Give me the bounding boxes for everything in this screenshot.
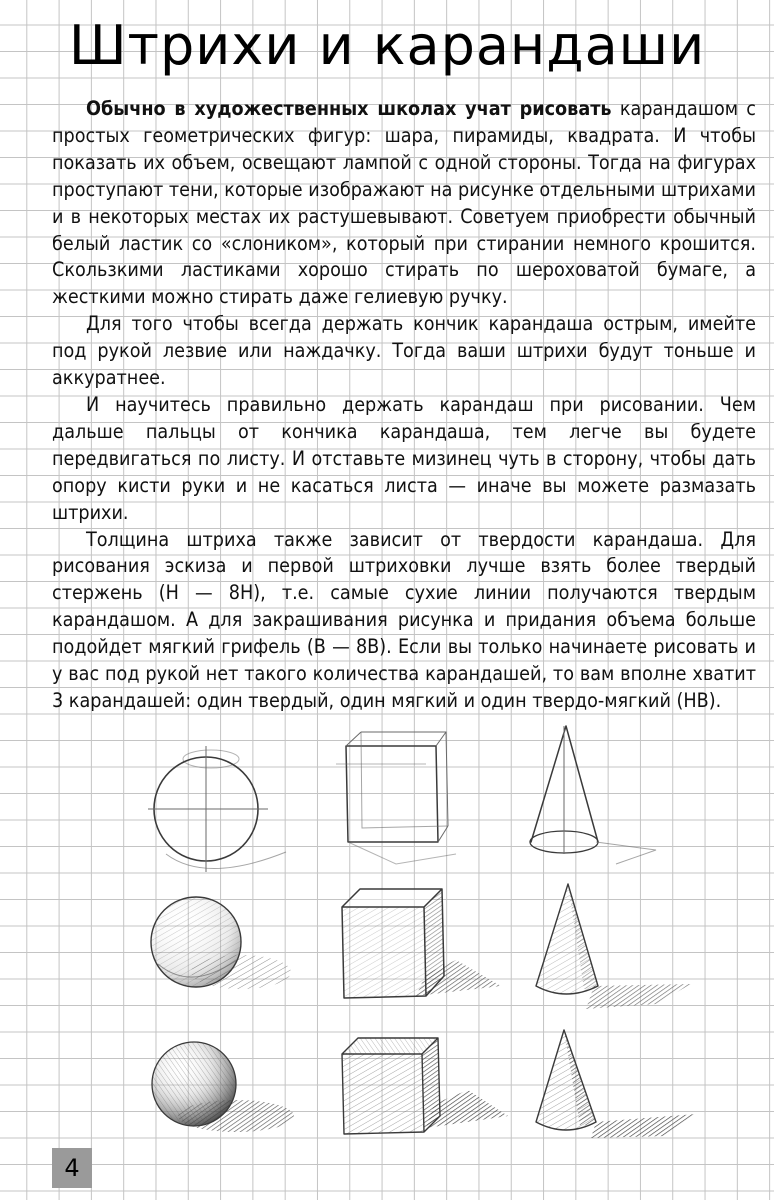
sphere-outline-drawing (148, 746, 286, 872)
paragraph-1-text: карандашом с простых геометрических фигур: шара, пирамиды, квадрата. И чтобы показать их объем, освещают лампой с одной стороны. Тогда на фигурах проступают тени, которые изображают на рисунке отдельными штрихами и в некоторых местах их растушевывают. Советуем приобрести обычный белый ластик со «слоником», который при стирании немного крошится. Скользкими ластиками хорошо стирать по шероховатой бумаге, а жесткими можно стирать даже гелиевую ручку. (52, 97, 756, 309)
cone-full-shading-drawing (536, 1030, 696, 1138)
cone-light-shading-drawing (536, 884, 691, 1009)
paragraph-4: Толщина штриха также зависит от твердости карандаша. Для рисования эскиза и первой штриховки лучше взять более твердый стержень (H — 8H), т.е. самые сухие линии получаются твердым карандашом. А для закрашивания рисунка и придания объема больше подойдет мягкий грифель (B — 8B). Если вы только начинаете рисовать и у вас под рукой нет такого количества карандашей, то вам вполне хватит 3 карандашей: один твердый, один мягкий и один твердо-мягкий (HB). (52, 527, 756, 712)
paragraph-1 (52, 96, 756, 311)
cone-outline-drawing (530, 726, 656, 864)
sphere-light-shading-drawing (151, 897, 291, 989)
paragraph-1-lead: Обычно в художественных школах учат рисовать (86, 97, 612, 120)
cube-light-shading-drawing (342, 889, 501, 998)
geometric-shapes-illustration (96, 724, 716, 1144)
cube-outline-drawing (336, 732, 456, 864)
page-title: Штрихи и карандаши (68, 14, 706, 77)
paragraph-3: И научитесь правильно держать карандаш при рисовании. Чем дальше пальцы от кончика карандаша, тем легче вы будете передвигаться по листу. И отставьте мизинец чуть в сторону, чтобы дать опору кисти руки и не касаться листа — иначе вы можете размазать штрихи. (52, 392, 756, 524)
article-body (52, 96, 756, 715)
page-number: 4 (52, 1148, 92, 1188)
cube-full-shading-drawing (342, 1038, 508, 1134)
sphere-full-shading-drawing (152, 1042, 294, 1132)
paragraph-2: Для того чтобы всегда держать кончик карандаша острым, имейте под рукой лезвие или наждачку. Тогда ваши штрихи будут тоньше и аккуратнее. (52, 312, 756, 390)
